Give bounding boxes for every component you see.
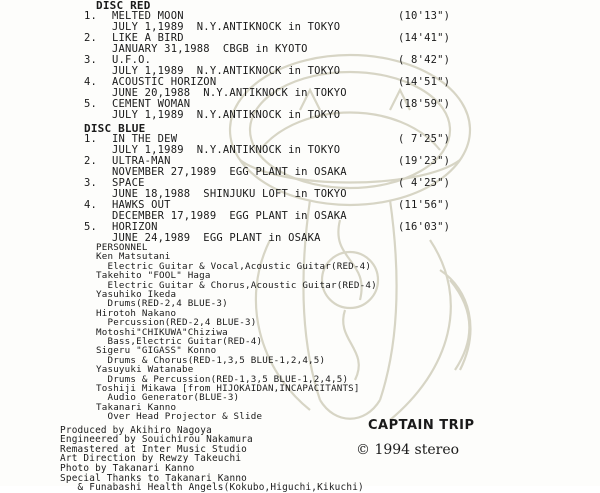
disc-red-heading: DISC RED (96, 0, 151, 12)
personnel-heading: PERSONNEL (96, 242, 148, 253)
track-title: ULTRA-MAN (112, 155, 171, 167)
track-info: DECEMBER 17,1989 EGG PLANT in OSAKA (112, 210, 347, 222)
track-title: HORIZON (112, 221, 158, 233)
track-time: (14'51") (398, 76, 451, 88)
label-name: CAPTAIN TRIP (368, 417, 475, 433)
credit-line: & Funabashi Health Angels(Kokubo,Higuchi,Kikuchi) (60, 482, 364, 493)
personnel-line: Drums(RED-2,4 BLUE-3) (96, 298, 228, 310)
credit-line: Special Thanks to Takanari Kanno (60, 472, 248, 484)
credit-line: Remastered at Inter Music Studio (60, 443, 248, 455)
personnel-line: Percussion(RED-2,4 BLUE-3) (96, 317, 257, 329)
track-number: 5. (84, 98, 98, 110)
personnel-line: Drums & Chorus(RED-1,3,5 BLUE-1,2,4,5) (96, 354, 326, 366)
track-info: JULY 1,1989 N.Y.ANTIKNOCK in TOKYO (112, 109, 341, 121)
track-time: ( 4'25") (398, 177, 451, 189)
track-info: JUNE 24,1989 EGG PLANT in OSAKA (112, 232, 321, 244)
personnel-line: Takehito "FOOL" Haga (96, 270, 211, 282)
track-time: ( 7'25") (398, 133, 451, 145)
credit-line: Produced by Akihiro Nagoya (60, 424, 212, 436)
credit-line: Engineered by Souichirou Nakamura (60, 434, 253, 446)
personnel-line: Takanari Kanno (96, 401, 177, 413)
personnel-line: Yasuyuki Watanabe (96, 364, 194, 376)
track-info: JULY 1,1989 N.Y.ANTIKNOCK in TOKYO (112, 65, 341, 77)
personnel-line: Over Head Projector & Slide (96, 411, 263, 423)
track-time: (19'23") (398, 155, 451, 167)
personnel-line: Sigeru "GIGASS" Konno (96, 345, 217, 357)
track-info: JUNE 20,1988 N.Y.ANTIKNOCK in TOKYO (112, 87, 347, 99)
track-title: LIKE A BIRD (112, 32, 184, 44)
personnel-line: Electric Guitar & Chorus,Acoustic Guitar(RED-4) (96, 279, 377, 291)
track-title: HAWKS OUT (112, 199, 171, 211)
copyright-year: © 1994 stereo (356, 441, 460, 458)
credit-line: Photo by Takanari Kanno (60, 463, 195, 474)
track-title: SPACE (112, 177, 145, 189)
personnel-line: Motoshi"CHIKUWA"Chiziwa (96, 326, 228, 338)
personnel-line: Electric Guitar & Vocal,Acoustic Guitar(RED-4) (96, 260, 372, 272)
track-number: 5. (84, 221, 98, 233)
personnel-line: Toshiji Mikawa [from HIJOKAIDAN,INCAPACITANTS] (96, 383, 360, 394)
track-number: 4. (84, 76, 98, 88)
track-title: CEMENT WOMAN (112, 98, 191, 110)
track-number: 2. (84, 155, 98, 167)
track-title: IN THE DEW (112, 133, 178, 145)
track-number: 3. (84, 54, 98, 66)
track-number: 2. (84, 32, 98, 44)
personnel-line: Yasuhiko Ikeda (96, 289, 177, 300)
disc-blue-heading: DISC BLUE (84, 122, 146, 135)
track-title: U.F.O. (112, 54, 152, 66)
track-info: JULY 1,1989 N.Y.ANTIKNOCK in TOKYO (112, 21, 341, 33)
personnel-line: Hirotoh Nakano (96, 307, 177, 319)
track-title: MELTED MOON (112, 10, 184, 22)
track-info: JULY 1,1989 N.Y.ANTIKNOCK in TOKYO (112, 144, 341, 156)
track-time: (14'41") (398, 32, 451, 44)
track-time: ( 8'42") (398, 54, 451, 66)
credit-line: Art Direction by Rewzy Takeuchi (60, 453, 242, 465)
personnel-line: Drums & Percussion(RED-1,3,5 BLUE-1,2,4,5) (96, 373, 349, 385)
personnel-line: Bass,Electric Guitar(RED-4) (96, 336, 263, 347)
track-time: (16'03") (398, 221, 451, 233)
track-info: NOVEMBER 27,1989 EGG PLANT in OSAKA (112, 166, 347, 178)
track-info: JANUARY 31,1988 CBGB in KYOTO (112, 43, 308, 55)
personnel-line: Audio Generator(BLUE-3) (96, 392, 240, 404)
track-time: (18'59") (398, 98, 451, 110)
track-number: 4. (84, 199, 98, 211)
track-info: JUNE 18,1988 SHINJUKU LOFT in TOKYO (112, 188, 347, 200)
track-number: 1. (84, 10, 98, 22)
personnel-line: Ken Matsutani (96, 251, 171, 263)
track-time: (11'56") (398, 199, 451, 211)
track-number: 3. (84, 177, 98, 189)
track-time: (10'13") (398, 10, 451, 22)
track-number: 1. (84, 133, 98, 145)
track-title: ACOUSTIC HORIZON (112, 76, 217, 88)
